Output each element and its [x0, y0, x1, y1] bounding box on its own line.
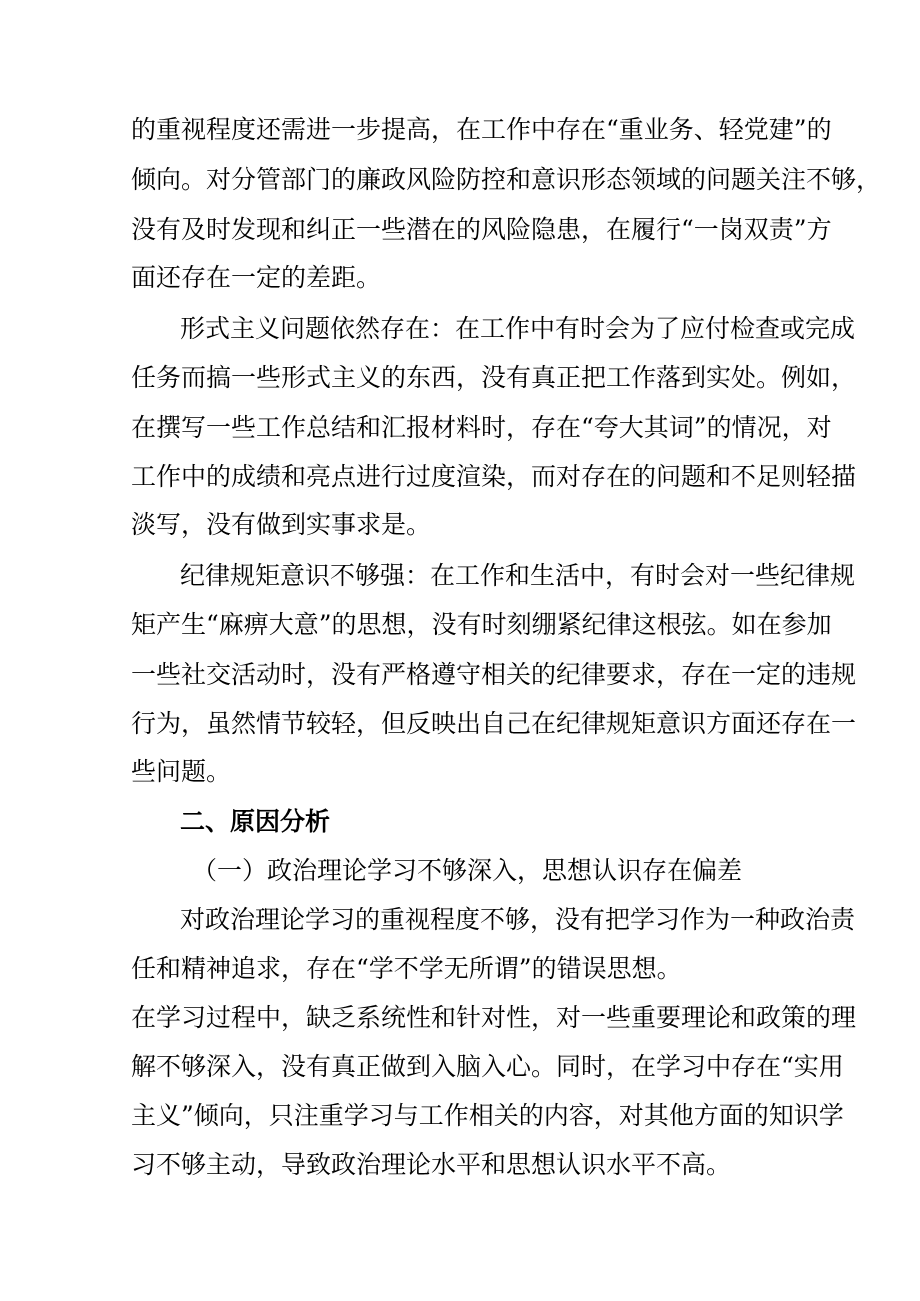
paragraph-5-line-2: 解不够深入，没有真正做到入脑入心。同时，在学习中存在“实用: [131, 1052, 844, 1081]
paragraph-1-line-3: 没有及时发现和纠正一些潜在的风险隐患，在履行“一岗双责”方: [131, 215, 832, 244]
paragraph-3-line-5: 些问题。: [131, 757, 232, 786]
paragraph-5-line-3: 主义”倾向，只注重学习与工作相关的内容，对其他方面的知识学: [131, 1101, 844, 1130]
paragraph-1-line-4: 面还存在一定的差距。: [131, 263, 382, 292]
paragraph-4-line-2: 任和精神追求，存在“学不学无所谓”的错误思想。: [131, 954, 682, 983]
section-heading: 二、原因分析: [180, 807, 331, 836]
paragraph-2-line-3: 在撰写一些工作总结和汇报材料时，存在“夸大其词”的情况，对: [131, 413, 832, 442]
paragraph-3-line-2: 矩产生“麻痹大意”的思想，没有时刻绷紧纪律这根弦。如在参加: [131, 610, 832, 639]
paragraph-3-line-3: 一些社交活动时，没有严格遵守相关的纪律要求，存在一定的违规: [131, 660, 857, 689]
paragraph-5-line-4: 习不够主动，导致政治理论水平和思想认识水平不高。: [131, 1150, 732, 1179]
paragraph-5-line-1: 在学习过程中，缺乏系统性和针对性，对一些重要理论和政策的理: [131, 1003, 857, 1032]
paragraph-3-line-4: 行为，虽然情节较轻，但反映出自己在纪律规矩意识方面还存在一: [131, 709, 857, 738]
paragraph-2-line-1: 形式主义问题依然存在：在工作中有时会为了应付检查或完成: [180, 314, 856, 343]
paragraph-2-line-4: 工作中的成绩和亮点进行过度渲染，而对存在的问题和不足则轻描: [131, 462, 857, 491]
paragraph-1-line-1: 的重视程度还需进一步提高，在工作中存在“重业务、轻党建”的: [131, 115, 832, 144]
paragraph-2-line-2: 任务而搞一些形式主义的东西，没有真正把工作落到实处。例如，: [131, 363, 857, 392]
section-subheading: （一）政治理论学习不够深入，思想认识存在偏差: [192, 856, 743, 885]
paragraph-3-line-1: 纪律规矩意识不够强：在工作和生活中，有时会对一些纪律规: [180, 561, 856, 590]
paragraph-2-line-5: 淡写，没有做到实事求是。: [131, 510, 432, 539]
paragraph-1-line-2: 倾向。对分管部门的廉政风险防控和意识形态领域的问题关注不够，: [131, 165, 882, 194]
paragraph-4-line-1: 对政治理论学习的重视程度不够，没有把学习作为一种政治责: [180, 905, 856, 934]
